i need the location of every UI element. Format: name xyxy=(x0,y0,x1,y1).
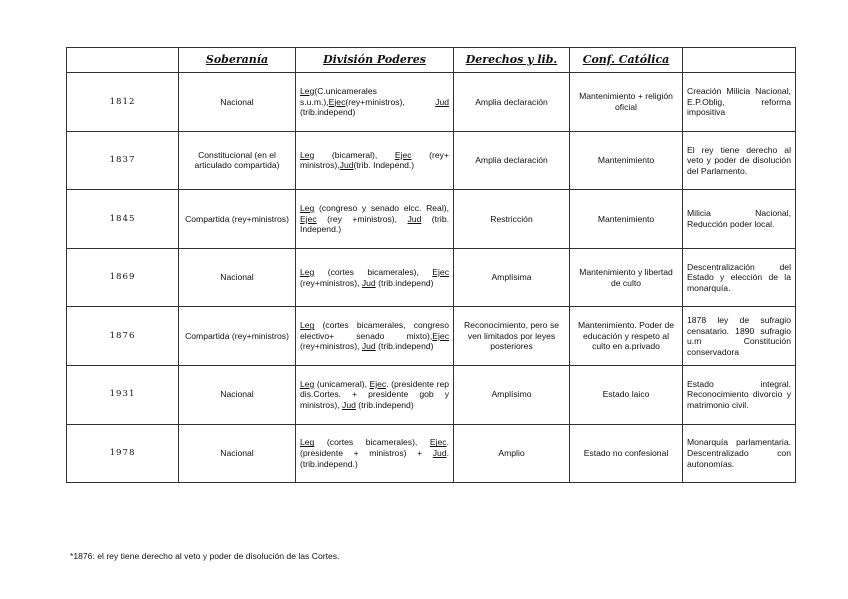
header-conf-catolica: Conf. Católica xyxy=(570,48,683,73)
power-detail: (trib.independ) xyxy=(375,341,434,352)
power-label: Ejec xyxy=(394,149,412,160)
soberania-cell: Compartida (rey+ministros) xyxy=(179,190,296,249)
soberania-cell: Nacional xyxy=(179,73,296,132)
otros-cell: Monarquía parlamentaria. Descentralizado con autonomías. xyxy=(683,424,796,483)
otros-cell: Creación Milicia Nacional, E.P.Oblig, reforma impositiva xyxy=(683,73,796,132)
soberania-cell: Constitucional (en el articulado compartida) xyxy=(179,131,296,190)
conf-catolica-cell: Estado laico xyxy=(570,365,683,424)
header-soberania: Soberanía xyxy=(179,48,296,73)
power-detail: . (presidente + ministros) + xyxy=(300,437,449,459)
power-detail: (rey +ministros), xyxy=(316,213,408,224)
power-detail: (trib.independ) xyxy=(355,400,414,411)
power-label: Ejec xyxy=(369,378,387,389)
year-cell: 1845 xyxy=(67,190,179,249)
power-detail: (trib. Independ.) xyxy=(353,160,415,171)
power-label: Leg xyxy=(300,266,315,277)
otros-cell: Milicia Nacional, Reducción poder local. xyxy=(683,190,796,249)
power-label: Jud xyxy=(339,160,354,171)
power-label: Jud xyxy=(342,400,356,411)
year-cell: 1876 xyxy=(67,307,179,366)
power-detail: (cortes bicamerales), xyxy=(314,437,430,448)
table-row xyxy=(67,190,796,249)
table-row xyxy=(67,73,796,132)
year-cell: 1812 xyxy=(67,73,179,132)
power-detail: (congreso y senado elcc. Real), xyxy=(314,203,449,214)
year-cell: 1869 xyxy=(67,248,179,307)
table-row xyxy=(67,307,796,366)
conf-catolica-cell: Mantenimiento + religión oficial xyxy=(570,73,683,132)
power-label: Ejec xyxy=(432,266,449,277)
power-label: Leg xyxy=(300,437,315,448)
division-poderes-cell xyxy=(296,365,454,424)
soberania-cell: Nacional xyxy=(179,424,296,483)
power-detail: . (presidente rep dis.Cortes. + presidente gob y ministros), xyxy=(300,378,449,411)
conf-catolica-cell: Mantenimiento y libertad de culto xyxy=(570,248,683,307)
power-label: Leg xyxy=(300,149,315,160)
power-label: Leg xyxy=(300,320,315,331)
power-label: Ejec xyxy=(429,437,447,448)
power-label: Ejec xyxy=(328,96,346,107)
power-detail: (trib.independ) xyxy=(300,107,356,118)
power-label: Ejec xyxy=(300,213,317,224)
power-detail: (rey+ministros), xyxy=(300,341,362,352)
derechos-cell: Reconocimiento, pero se ven limitados por leyes posteriores xyxy=(454,307,570,366)
power-label: Jud xyxy=(407,213,422,224)
year-cell: 1931 xyxy=(67,365,179,424)
division-poderes-cell xyxy=(296,307,454,366)
power-label: Jud xyxy=(432,448,447,459)
power-label: Jud xyxy=(361,277,376,288)
soberania-cell: Nacional xyxy=(179,365,296,424)
table-row xyxy=(67,248,796,307)
division-poderes-cell xyxy=(296,190,454,249)
derechos-cell: Amplia declaración xyxy=(454,131,570,190)
table-row xyxy=(67,365,796,424)
division-poderes-cell xyxy=(296,131,454,190)
division-poderes-cell xyxy=(296,424,454,483)
power-detail: . (trib.independ.) xyxy=(300,448,449,469)
soberania-cell: Nacional xyxy=(179,248,296,307)
otros-cell: Estado integral. Reconocimiento divorcio y matrimonio civil. xyxy=(683,365,796,424)
power-label: Jud xyxy=(435,96,449,107)
power-detail: (cortes bicamerales, congreso electivo+ senado mixto), xyxy=(300,320,449,341)
header-otros xyxy=(683,48,796,73)
header-year xyxy=(67,48,179,73)
division-poderes-cell xyxy=(296,73,454,132)
conf-catolica-cell: Mantenimiento xyxy=(570,131,683,190)
power-detail: (unicameral), xyxy=(314,378,370,389)
power-detail: (rey+ministros), xyxy=(345,96,436,107)
power-label: Leg xyxy=(300,203,315,214)
soberania-cell: Compartida (rey+ministros) xyxy=(179,307,296,366)
otros-cell: 1878 ley de sufragio censatario. 1890 sufragio u.m Constitución conservadora xyxy=(683,307,796,366)
otros-cell: El rey tiene derecho al veto y poder de disolución del Parlamento. xyxy=(683,131,796,190)
power-label: Ejec xyxy=(432,330,449,341)
constitutions-table xyxy=(66,47,796,483)
division-poderes-cell xyxy=(296,248,454,307)
power-detail: (cortes bicamerales), xyxy=(314,266,433,277)
conf-catolica-cell: Mantenimiento xyxy=(570,190,683,249)
table-row xyxy=(67,131,796,190)
power-detail: (C.unicamerales s.u.m.), xyxy=(300,85,377,107)
power-label: Jud xyxy=(361,341,376,352)
otros-cell: Descentralización del Estado y elección de la monarquía. xyxy=(683,248,796,307)
power-detail: (rey+ ministros), xyxy=(300,149,449,171)
power-label: Leg xyxy=(300,378,315,389)
power-detail: (trib.independ) xyxy=(375,277,434,288)
derechos-cell: Amplísima xyxy=(454,248,570,307)
power-detail: (trib. Independ.) xyxy=(300,213,449,235)
header-row xyxy=(67,48,796,73)
conf-catolica-cell: Estado no confesional xyxy=(570,424,683,483)
derechos-cell: Amplísimo xyxy=(454,365,570,424)
conf-catolica-cell: Mantenimiento. Poder de educación y respeto al culto en a.privado xyxy=(570,307,683,366)
derechos-cell: Restricción xyxy=(454,190,570,249)
header-derechos: Derechos y lib. xyxy=(454,48,570,73)
footnote: *1876: el rey tiene derecho al veto y poder de disolución de las Cortes. xyxy=(70,551,340,561)
derechos-cell: Amplio xyxy=(454,424,570,483)
table-row xyxy=(67,424,796,483)
derechos-cell: Amplia declaración xyxy=(454,73,570,132)
power-detail: (rey+ministros), xyxy=(300,277,362,288)
power-detail: (bicameral), xyxy=(314,149,395,160)
power-label: Leg xyxy=(300,85,315,96)
year-cell: 1978 xyxy=(67,424,179,483)
header-division-poderes: División Poderes xyxy=(296,48,454,73)
year-cell: 1837 xyxy=(67,131,179,190)
